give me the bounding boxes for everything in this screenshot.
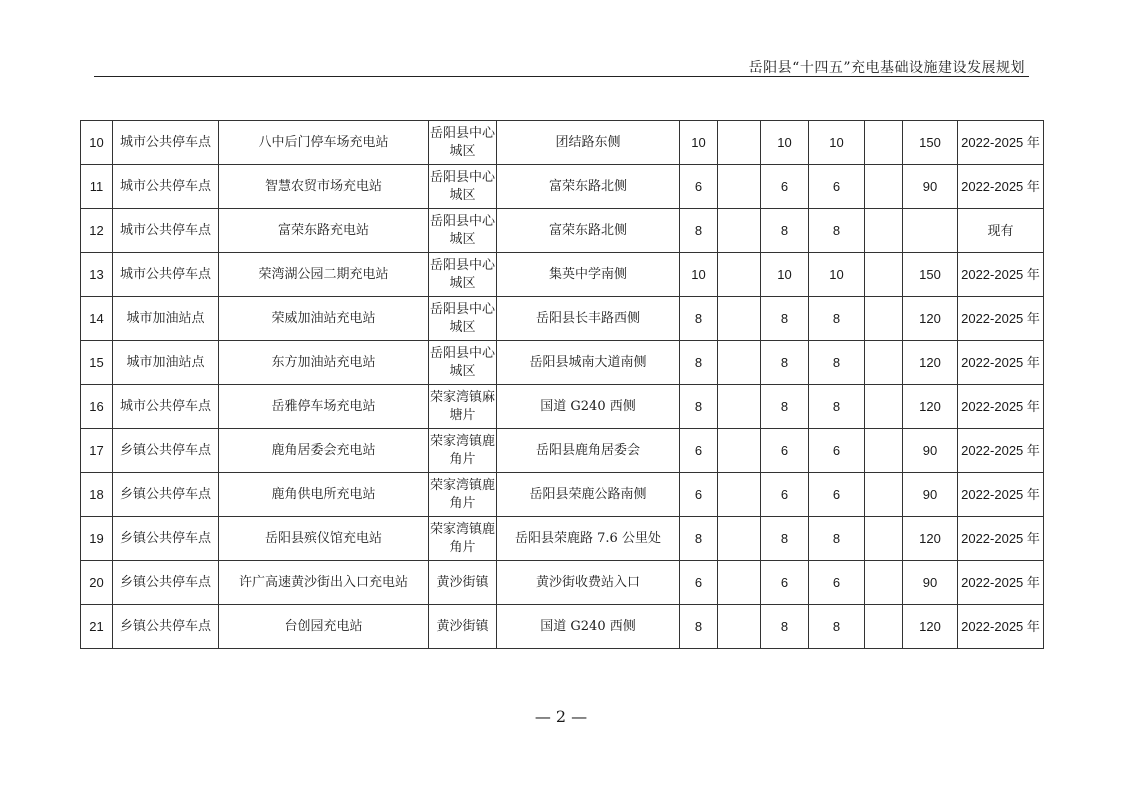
table-row (81, 517, 1044, 561)
cell-category: 城市加油站点 (113, 341, 219, 385)
cell-col-d: 8 (809, 341, 865, 385)
cell-col-b (718, 429, 761, 473)
cell-period: 2022-2025 年 (958, 561, 1044, 605)
cell-col-c: 6 (761, 473, 809, 517)
cell-index: 21 (81, 605, 113, 649)
cell-category: 城市公共停车点 (113, 253, 219, 297)
cell-col-f: 90 (903, 429, 958, 473)
cell-col-e (865, 209, 903, 253)
cell-period: 2022-2025 年 (958, 297, 1044, 341)
cell-index: 16 (81, 385, 113, 429)
cell-category: 乡镇公共停车点 (113, 429, 219, 473)
cell-col-a: 6 (680, 473, 718, 517)
cell-location: 岳阳县鹿角居委会 (497, 429, 680, 473)
cell-station-name: 岳阳县殡仪馆充电站 (219, 517, 429, 561)
cell-period: 2022-2025 年 (958, 473, 1044, 517)
cell-period: 2022-2025 年 (958, 165, 1044, 209)
cell-station-name: 智慧农贸市场充电站 (219, 165, 429, 209)
page-number: — 2 — (534, 707, 588, 726)
cell-station-name: 富荣东路充电站 (219, 209, 429, 253)
cell-col-e (865, 165, 903, 209)
cell-col-f: 90 (903, 473, 958, 517)
cell-area: 荣家湾镇鹿角片 (429, 517, 497, 561)
cell-col-b (718, 209, 761, 253)
cell-area: 岳阳县中心城区 (429, 209, 497, 253)
cell-col-e (865, 385, 903, 429)
cell-location: 集英中学南侧 (497, 253, 680, 297)
cell-col-d: 6 (809, 473, 865, 517)
cell-col-c: 8 (761, 605, 809, 649)
cell-col-c: 8 (761, 341, 809, 385)
cell-location: 岳阳县长丰路西侧 (497, 297, 680, 341)
cell-col-f: 90 (903, 561, 958, 605)
table-row (81, 165, 1044, 209)
cell-col-e (865, 297, 903, 341)
table-row (81, 341, 1044, 385)
cell-col-d: 6 (809, 561, 865, 605)
cell-category: 乡镇公共停车点 (113, 517, 219, 561)
cell-area: 荣家湾镇鹿角片 (429, 473, 497, 517)
cell-col-b (718, 385, 761, 429)
cell-col-e (865, 341, 903, 385)
cell-index: 20 (81, 561, 113, 605)
cell-category: 城市公共停车点 (113, 385, 219, 429)
cell-col-d: 10 (809, 253, 865, 297)
cell-index: 19 (81, 517, 113, 561)
cell-category: 城市公共停车点 (113, 165, 219, 209)
cell-area: 岳阳县中心城区 (429, 121, 497, 165)
cell-area: 荣家湾镇鹿角片 (429, 429, 497, 473)
cell-category: 城市公共停车点 (113, 209, 219, 253)
cell-col-a: 8 (680, 605, 718, 649)
table-row (81, 605, 1044, 649)
cell-category: 乡镇公共停车点 (113, 561, 219, 605)
cell-station-name: 岳雅停车场充电站 (219, 385, 429, 429)
cell-area: 荣家湾镇麻塘片 (429, 385, 497, 429)
table-row (81, 297, 1044, 341)
cell-col-e (865, 561, 903, 605)
cell-col-b (718, 253, 761, 297)
cell-area: 岳阳县中心城区 (429, 253, 497, 297)
cell-col-c: 6 (761, 561, 809, 605)
cell-period: 2022-2025 年 (958, 429, 1044, 473)
cell-col-e (865, 121, 903, 165)
cell-location: 岳阳县荣鹿公路南侧 (497, 473, 680, 517)
cell-area: 黄沙街镇 (429, 561, 497, 605)
cell-index: 18 (81, 473, 113, 517)
cell-period: 2022-2025 年 (958, 121, 1044, 165)
cell-col-d: 6 (809, 429, 865, 473)
cell-col-b (718, 297, 761, 341)
cell-col-b (718, 165, 761, 209)
cell-index: 17 (81, 429, 113, 473)
cell-col-c: 8 (761, 385, 809, 429)
cell-col-f (903, 209, 958, 253)
cell-location: 岳阳县荣鹿路 7.6 公里处 (497, 517, 680, 561)
cell-col-f: 90 (903, 165, 958, 209)
cell-period: 2022-2025 年 (958, 253, 1044, 297)
cell-area: 黄沙街镇 (429, 605, 497, 649)
cell-col-b (718, 605, 761, 649)
cell-col-a: 10 (680, 121, 718, 165)
cell-col-d: 8 (809, 517, 865, 561)
table-row (81, 473, 1044, 517)
cell-station-name: 荣湾湖公园二期充电站 (219, 253, 429, 297)
cell-period: 2022-2025 年 (958, 517, 1044, 561)
cell-col-a: 6 (680, 165, 718, 209)
cell-col-a: 10 (680, 253, 718, 297)
table-row (81, 253, 1044, 297)
cell-col-a: 6 (680, 561, 718, 605)
cell-category: 乡镇公共停车点 (113, 605, 219, 649)
cell-col-f: 120 (903, 385, 958, 429)
cell-index: 14 (81, 297, 113, 341)
cell-col-b (718, 517, 761, 561)
cell-col-b (718, 341, 761, 385)
cell-col-b (718, 121, 761, 165)
cell-col-c: 6 (761, 165, 809, 209)
cell-col-d: 8 (809, 297, 865, 341)
cell-col-c: 10 (761, 253, 809, 297)
cell-col-d: 10 (809, 121, 865, 165)
cell-col-f: 150 (903, 121, 958, 165)
cell-location: 富荣东路北侧 (497, 165, 680, 209)
cell-col-c: 8 (761, 209, 809, 253)
cell-location: 国道 G240 西侧 (497, 385, 680, 429)
cell-col-d: 8 (809, 605, 865, 649)
cell-station-name: 东方加油站充电站 (219, 341, 429, 385)
cell-col-e (865, 429, 903, 473)
cell-col-a: 6 (680, 429, 718, 473)
cell-category: 乡镇公共停车点 (113, 473, 219, 517)
cell-col-c: 10 (761, 121, 809, 165)
cell-station-name: 台创园充电站 (219, 605, 429, 649)
cell-location: 岳阳县城南大道南侧 (497, 341, 680, 385)
cell-index: 15 (81, 341, 113, 385)
header-rule (94, 76, 1029, 77)
cell-station-name: 许广高速黄沙街出入口充电站 (219, 561, 429, 605)
cell-col-f: 150 (903, 253, 958, 297)
cell-category: 城市公共停车点 (113, 121, 219, 165)
cell-index: 11 (81, 165, 113, 209)
cell-location: 国道 G240 西侧 (497, 605, 680, 649)
cell-col-d: 6 (809, 165, 865, 209)
cell-station-name: 鹿角居委会充电站 (219, 429, 429, 473)
cell-col-f: 120 (903, 605, 958, 649)
cell-col-e (865, 473, 903, 517)
cell-area: 岳阳县中心城区 (429, 341, 497, 385)
cell-col-c: 8 (761, 517, 809, 561)
cell-col-a: 8 (680, 341, 718, 385)
cell-station-name: 八中后门停车场充电站 (219, 121, 429, 165)
table-row (81, 209, 1044, 253)
cell-col-e (865, 605, 903, 649)
cell-location: 黄沙街收费站入口 (497, 561, 680, 605)
table-row (81, 561, 1044, 605)
cell-station-name: 鹿角供电所充电站 (219, 473, 429, 517)
cell-col-e (865, 253, 903, 297)
cell-period: 现有 (958, 209, 1044, 253)
cell-period: 2022-2025 年 (958, 385, 1044, 429)
cell-col-c: 6 (761, 429, 809, 473)
cell-period: 2022-2025 年 (958, 605, 1044, 649)
table-row (81, 429, 1044, 473)
cell-category: 城市加油站点 (113, 297, 219, 341)
cell-index: 13 (81, 253, 113, 297)
cell-col-d: 8 (809, 209, 865, 253)
cell-col-b (718, 561, 761, 605)
cell-col-a: 8 (680, 297, 718, 341)
cell-area: 岳阳县中心城区 (429, 297, 497, 341)
cell-index: 10 (81, 121, 113, 165)
cell-location: 富荣东路北侧 (497, 209, 680, 253)
cell-col-a: 8 (680, 517, 718, 561)
cell-location: 团结路东侧 (497, 121, 680, 165)
cell-col-c: 8 (761, 297, 809, 341)
header-title: 岳阳县“十四五”充电基础设施建设发展规划 (748, 60, 1025, 76)
cell-period: 2022-2025 年 (958, 341, 1044, 385)
cell-col-a: 8 (680, 209, 718, 253)
table-row (81, 385, 1044, 429)
cell-col-e (865, 517, 903, 561)
cell-col-f: 120 (903, 517, 958, 561)
cell-area: 岳阳县中心城区 (429, 165, 497, 209)
cell-station-name: 荣威加油站充电站 (219, 297, 429, 341)
cell-col-f: 120 (903, 341, 958, 385)
table-row (81, 121, 1044, 165)
cell-col-f: 120 (903, 297, 958, 341)
cell-col-b (718, 473, 761, 517)
cell-col-a: 8 (680, 385, 718, 429)
charging-station-table (80, 120, 1044, 649)
cell-col-d: 8 (809, 385, 865, 429)
cell-index: 12 (81, 209, 113, 253)
